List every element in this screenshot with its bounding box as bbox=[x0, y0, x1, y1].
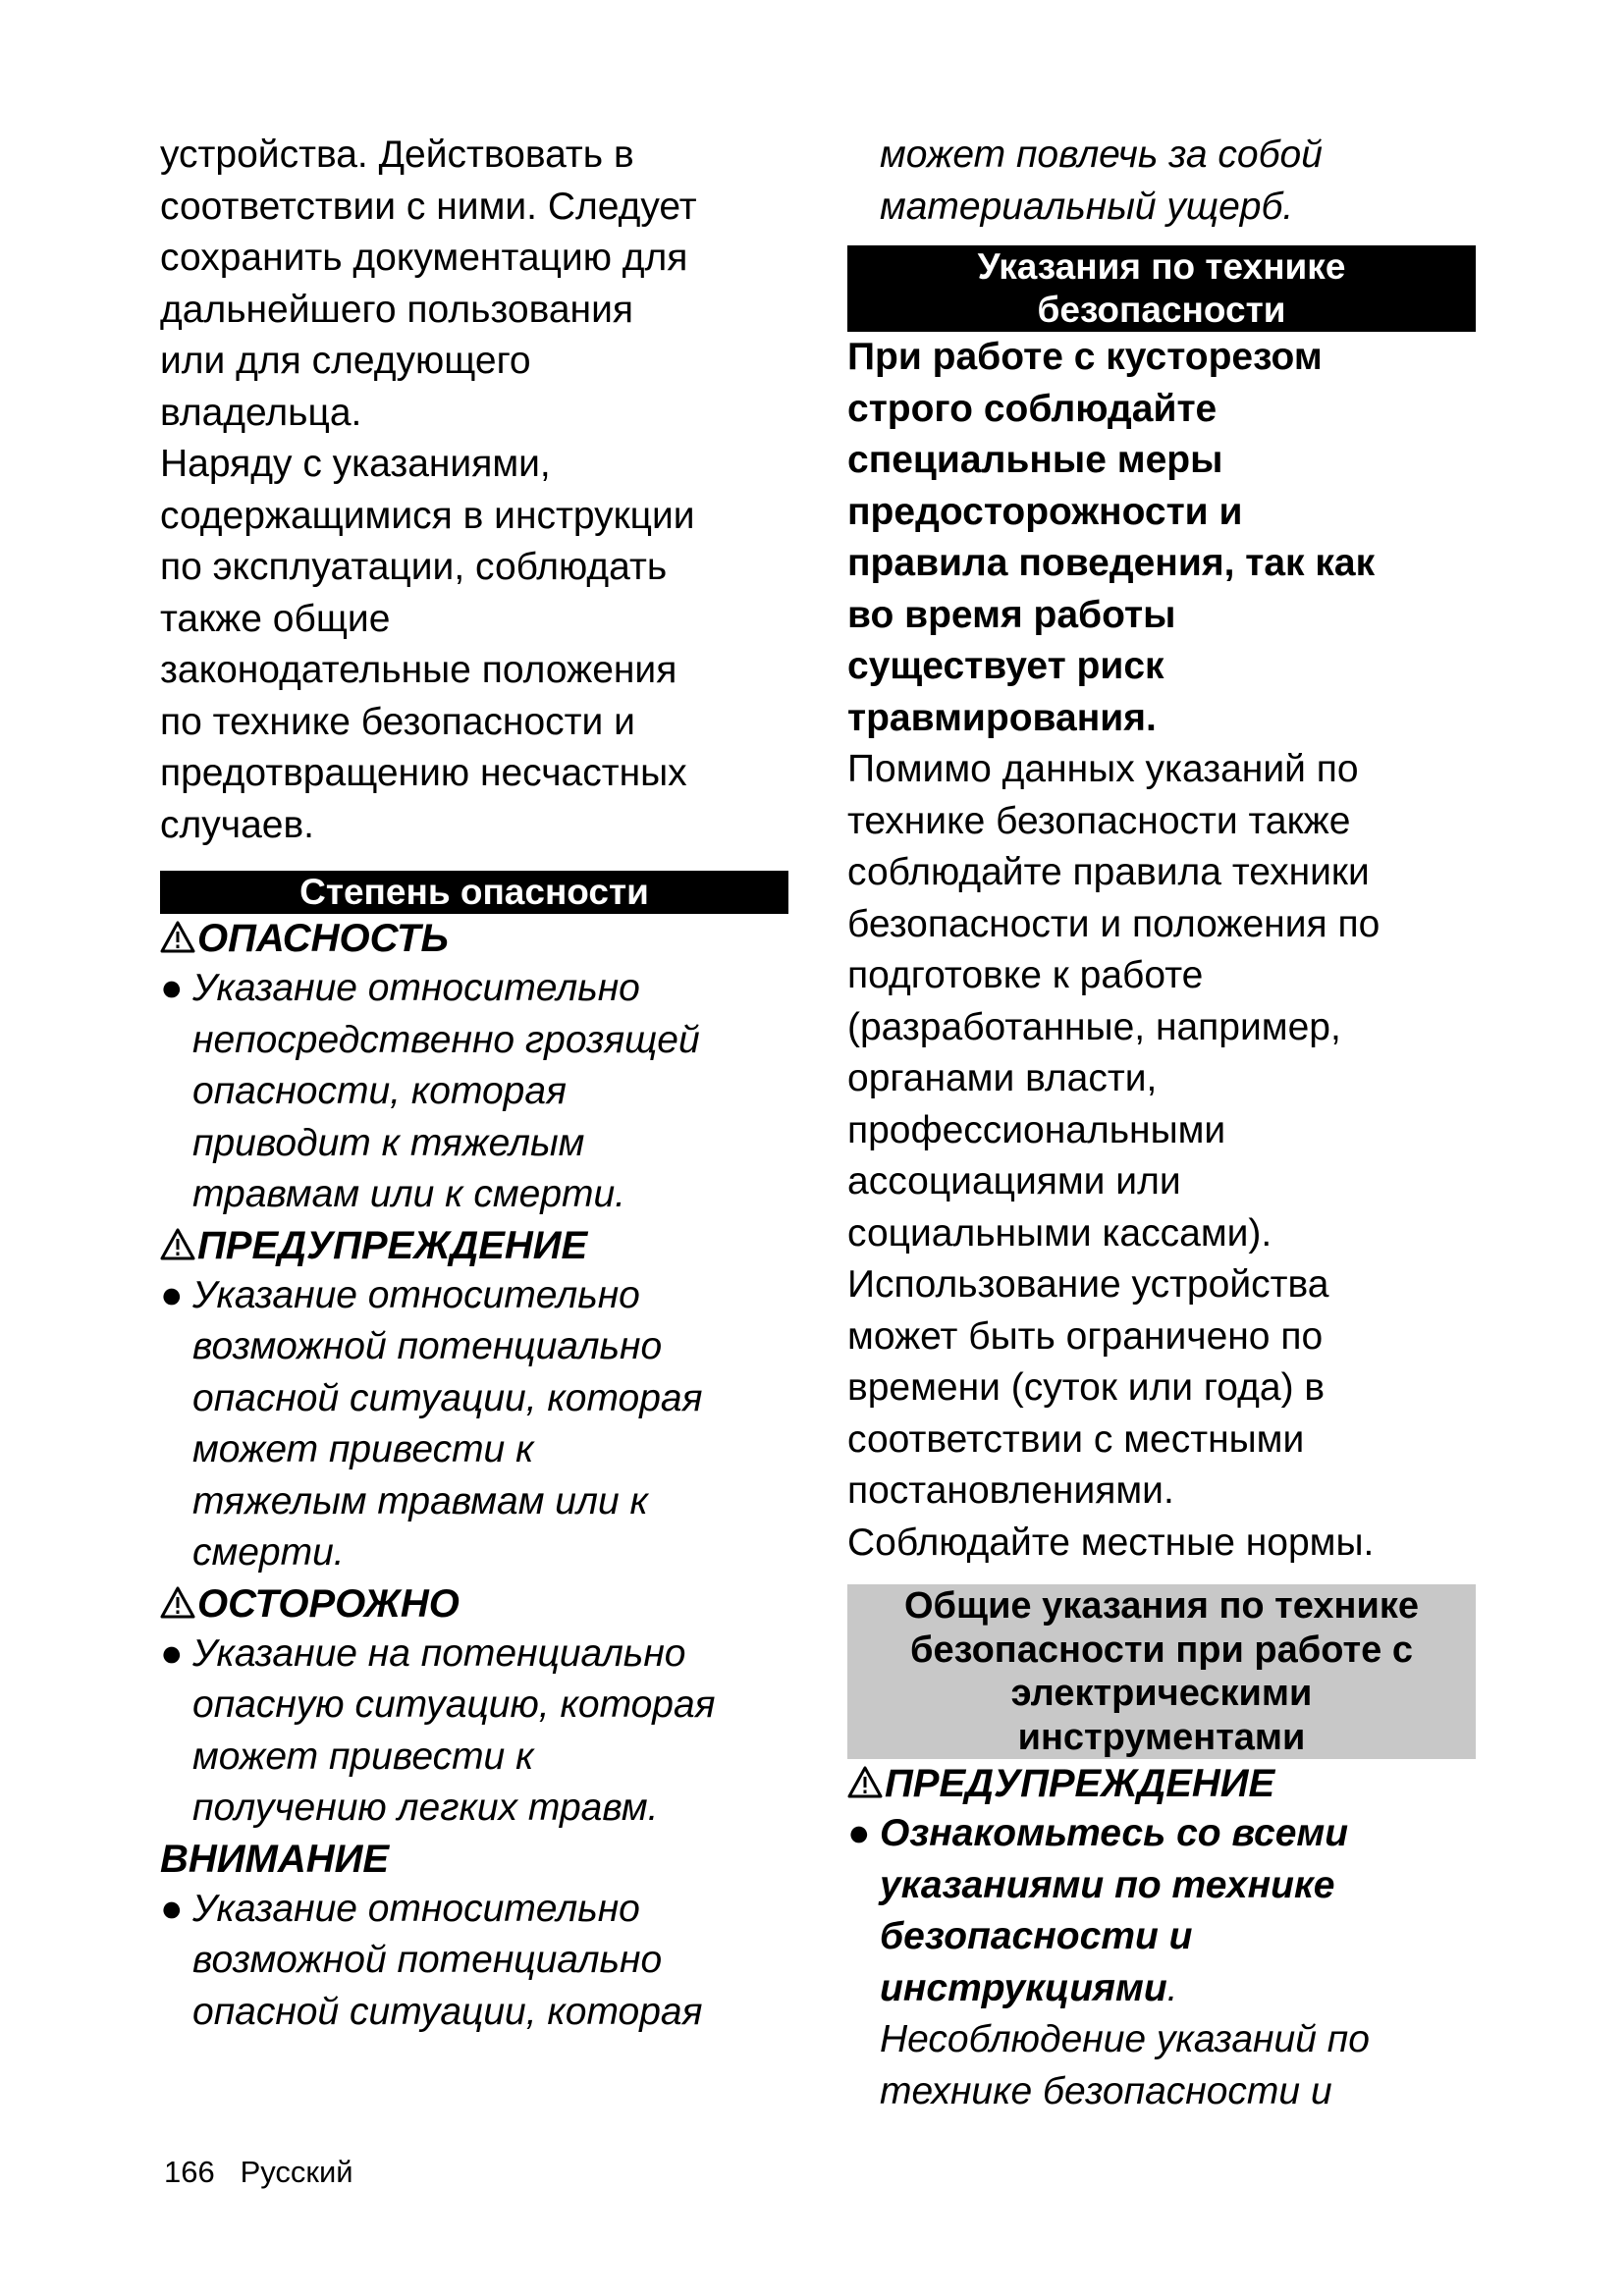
general-safety-heading: Общие указания по технике безопасности при работе с электрическими инструментами bbox=[847, 1584, 1476, 1759]
safety-warning-bold: При работе с кусторезом строго соблюдайте специальные меры предосторожности и правила поведения, так как во время работы существует риск травмирования. bbox=[847, 336, 1376, 739]
text-line: Наряду с указаниями, bbox=[160, 443, 551, 485]
safety-instructions-heading: Указания по технике безопасности bbox=[847, 245, 1476, 332]
text-line: случаев. bbox=[160, 803, 315, 846]
caution-description: ● Указание на потенциально опасную ситуацию, которая может привести к получению легких травм. bbox=[160, 1631, 716, 1829]
attention-description: ● Указание относительно возможной потенциально опасной ситуации, которая bbox=[160, 1887, 703, 2033]
text-line: владельца. bbox=[160, 391, 362, 434]
general-warning-description: ● Ознакомьтесь со всеми указаниями по технике безопасности и инструкциями. Несоблюдение указаний по технике безопасности и bbox=[847, 1812, 1370, 2112]
text-line: соответствии с ними. Следует bbox=[160, 185, 697, 228]
text-line: по эксплуатации, соблюдать bbox=[160, 546, 668, 588]
warning-triangle-icon bbox=[160, 1586, 195, 1619]
warning-label: ПРЕДУПРЕЖДЕНИЕ bbox=[847, 1759, 1476, 1808]
attention-label: ВНИМАНИЕ bbox=[160, 1837, 390, 1881]
text-line: сохранить документацию для bbox=[160, 237, 688, 279]
text-line: по технике безопасности и bbox=[160, 700, 635, 743]
safety-body-text: Помимо данных указаний по технике безопасности также соблюдайте правила техники безопасности и положения по подготовке к работе (разработанные, например, органами власти, профессиональными ассоциациями или социальными кассами). Использование устройства может быть ограничено по времени (суток или года) в соответствии с местными постановлениями. Соблюдайте местные нормы. bbox=[847, 748, 1380, 1564]
page-footer bbox=[164, 2155, 353, 2190]
warning-label: ПРЕДУПРЕЖДЕНИЕ bbox=[160, 1221, 788, 1270]
intro-paragraph bbox=[160, 130, 788, 851]
right-column bbox=[847, 130, 1476, 2117]
page-number: 166 bbox=[164, 2155, 215, 2189]
text-line: законодательные положения bbox=[160, 649, 677, 691]
warning-triangle-icon bbox=[160, 1228, 195, 1260]
text-line: или для следующего bbox=[160, 340, 531, 382]
danger-description: ● Указание относительно непосредственно грозящей опасности, которая приводит к тяжелым травмам или к смерти. bbox=[160, 967, 700, 1215]
warning-description: ● Указание относительно возможной потенциально опасной ситуации, которая может привести к тяжелым травмам или к смерти. bbox=[160, 1273, 703, 1574]
text-line: предотвращению несчастных bbox=[160, 752, 687, 794]
text-line: содержащимися в инструкции bbox=[160, 494, 695, 537]
danger-label: ОПАСНОСТЬ bbox=[160, 914, 788, 963]
warning-triangle-icon bbox=[160, 921, 195, 953]
text-line: устройства. Действовать в bbox=[160, 133, 634, 176]
footer-language: Русский bbox=[240, 2155, 353, 2189]
text-line: дальнейшего пользования bbox=[160, 288, 633, 331]
caution-label: ОСТОРОЖНО bbox=[160, 1579, 788, 1629]
left-column bbox=[160, 130, 788, 2038]
text-line: также общие bbox=[160, 597, 391, 640]
danger-level-heading: Степень опасности bbox=[160, 871, 788, 914]
attention-continuation: может повлечь за собой материальный ущерб. bbox=[880, 133, 1323, 228]
warning-triangle-icon bbox=[847, 1766, 883, 1798]
